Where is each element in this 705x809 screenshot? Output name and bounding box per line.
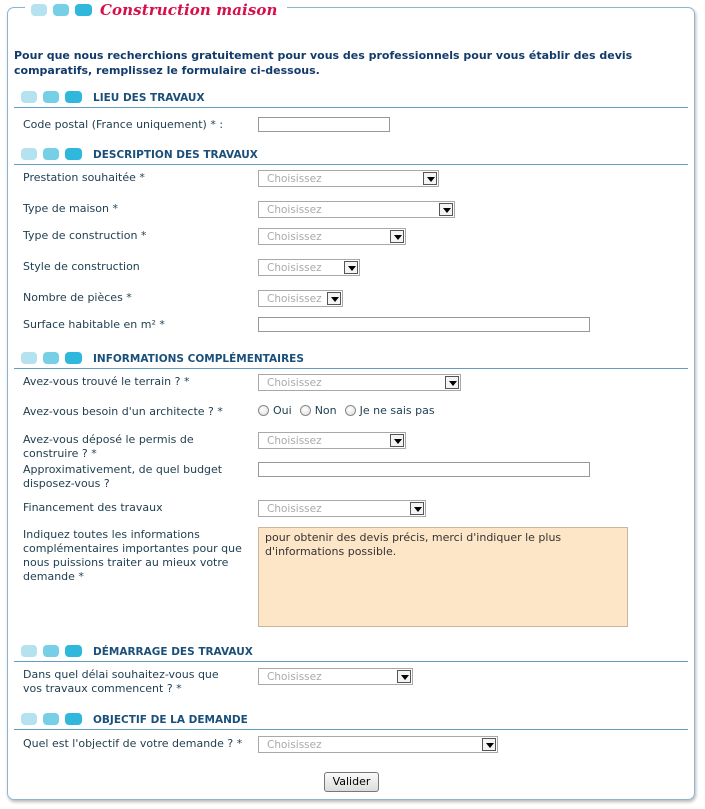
section-title: OBJECTIF DE LA DEMANDE: [93, 714, 248, 726]
select-value: Choisissez: [267, 204, 322, 216]
bullet-icon: [43, 645, 59, 657]
bullet-icon: [65, 91, 82, 103]
architecte-label: Avez-vous besoin d'un architecte ? *: [23, 405, 223, 418]
section-lieu-header: [14, 90, 688, 108]
details-textarea[interactable]: pour obtenir des devis précis, merci d'indiquer le plus d'informations possible.: [258, 527, 628, 627]
chevron-down-icon[interactable]: [327, 292, 341, 305]
financement-select[interactable]: [258, 500, 426, 517]
form-legend: [25, 0, 287, 20]
chevron-down-icon[interactable]: [390, 434, 404, 447]
terrain-select[interactable]: [258, 374, 461, 391]
submit-button[interactable]: Valider: [324, 772, 379, 792]
select-value: Choisissez: [267, 739, 322, 751]
surface-input[interactable]: [258, 317, 590, 332]
objectif-label: Quel est l'objectif de votre demande ? *: [23, 737, 243, 750]
surface-label: Surface habitable en m² *: [23, 318, 165, 331]
bullet-icon: [43, 148, 59, 160]
section-title: LIEU DES TRAVAUX: [93, 92, 205, 104]
financement-label: Financement des travaux: [23, 501, 163, 514]
select-value: Choisissez: [267, 435, 322, 447]
bullet-icon: [65, 148, 82, 160]
section-title: INFORMATIONS COMPLÉMENTAIRES: [93, 353, 304, 365]
section-objectif-header: [14, 712, 688, 730]
select-value: Choisissez: [267, 262, 322, 274]
delai-select[interactable]: [258, 668, 413, 685]
architecte-radio-group: [258, 404, 443, 417]
permis-select[interactable]: [258, 432, 406, 449]
select-value: Choisissez: [267, 671, 322, 683]
bullet-icon: [43, 352, 59, 364]
section-info-header: [14, 351, 688, 369]
type-construction-select[interactable]: [258, 228, 406, 245]
chevron-down-icon[interactable]: [397, 670, 411, 683]
type-construction-label: Type de construction *: [23, 229, 147, 242]
chevron-down-icon[interactable]: [439, 203, 453, 216]
bullet-icon: [21, 645, 37, 657]
pieces-label: Nombre de pièces *: [23, 291, 132, 304]
bullet-icon: [75, 4, 92, 16]
bullet-icon: [21, 352, 37, 364]
bullet-icon: [21, 91, 37, 103]
select-value: Choisissez: [267, 293, 322, 305]
select-value: Choisissez: [267, 173, 322, 185]
select-value: Choisissez: [267, 377, 322, 389]
form-title: Construction maison: [100, 1, 278, 19]
style-select[interactable]: [258, 259, 360, 276]
select-value: Choisissez: [267, 503, 322, 515]
form-intro: Pour que nous recherchions gratuitement pour vous des professionnels pour vous établir des devis comparatifs, remplissez le formulaire ci-dessous.: [14, 49, 633, 77]
section-description-header: [14, 147, 688, 165]
prestation-label: Prestation souhaitée *: [23, 171, 145, 184]
bullet-icon: [21, 713, 37, 725]
delai-label: Dans quel délai souhaitez-vous que vos travaux commencent ? *: [23, 668, 219, 695]
bullet-icon: [31, 4, 47, 16]
bullet-icon: [21, 148, 37, 160]
chevron-down-icon[interactable]: [482, 738, 496, 751]
radio-je-ne-sais-pas-label[interactable]: Je ne sais pas: [359, 404, 435, 417]
radio-oui[interactable]: [258, 405, 269, 416]
details-label: Indiquez toutes les informations complémentaires importantes pour que nous puissions traiter au mieux votre demande *: [23, 528, 242, 583]
chevron-down-icon[interactable]: [445, 376, 459, 389]
chevron-down-icon[interactable]: [423, 172, 437, 185]
permis-label: Avez-vous déposé le permis de construire ? *: [23, 433, 194, 460]
type-maison-label: Type de maison *: [23, 202, 118, 215]
radio-oui-label[interactable]: Oui: [273, 404, 292, 417]
terrain-label: Avez-vous trouvé le terrain ? *: [23, 375, 190, 388]
type-maison-select[interactable]: [258, 201, 455, 218]
budget-label: Approximativement, de quel budget disposez-vous ?: [23, 463, 223, 490]
bullet-icon: [65, 713, 82, 725]
bullet-icon: [65, 352, 82, 364]
bullet-icon: [43, 91, 59, 103]
chevron-down-icon[interactable]: [410, 502, 424, 515]
postal-code-input[interactable]: [258, 117, 390, 132]
chevron-down-icon[interactable]: [390, 230, 404, 243]
budget-input[interactable]: [258, 462, 590, 477]
section-title: DESCRIPTION DES TRAVAUX: [93, 149, 258, 161]
section-demarrage-header: [14, 644, 688, 662]
style-label: Style de construction: [23, 260, 140, 273]
bullet-icon: [43, 713, 59, 725]
prestation-select[interactable]: [258, 170, 439, 187]
radio-non-label[interactable]: Non: [314, 404, 337, 417]
objectif-select[interactable]: [258, 736, 498, 753]
section-title: DÉMARRAGE DES TRAVAUX: [93, 646, 253, 658]
radio-non[interactable]: [300, 405, 311, 416]
bullet-icon: [53, 4, 69, 16]
select-value: Choisissez: [267, 231, 322, 243]
pieces-select[interactable]: [258, 290, 343, 307]
chevron-down-icon[interactable]: [344, 261, 358, 274]
radio-je-ne-sais-pas[interactable]: [345, 405, 356, 416]
postal-code-label: Code postal (France uniquement) * :: [23, 118, 224, 131]
bullet-icon: [65, 645, 82, 657]
